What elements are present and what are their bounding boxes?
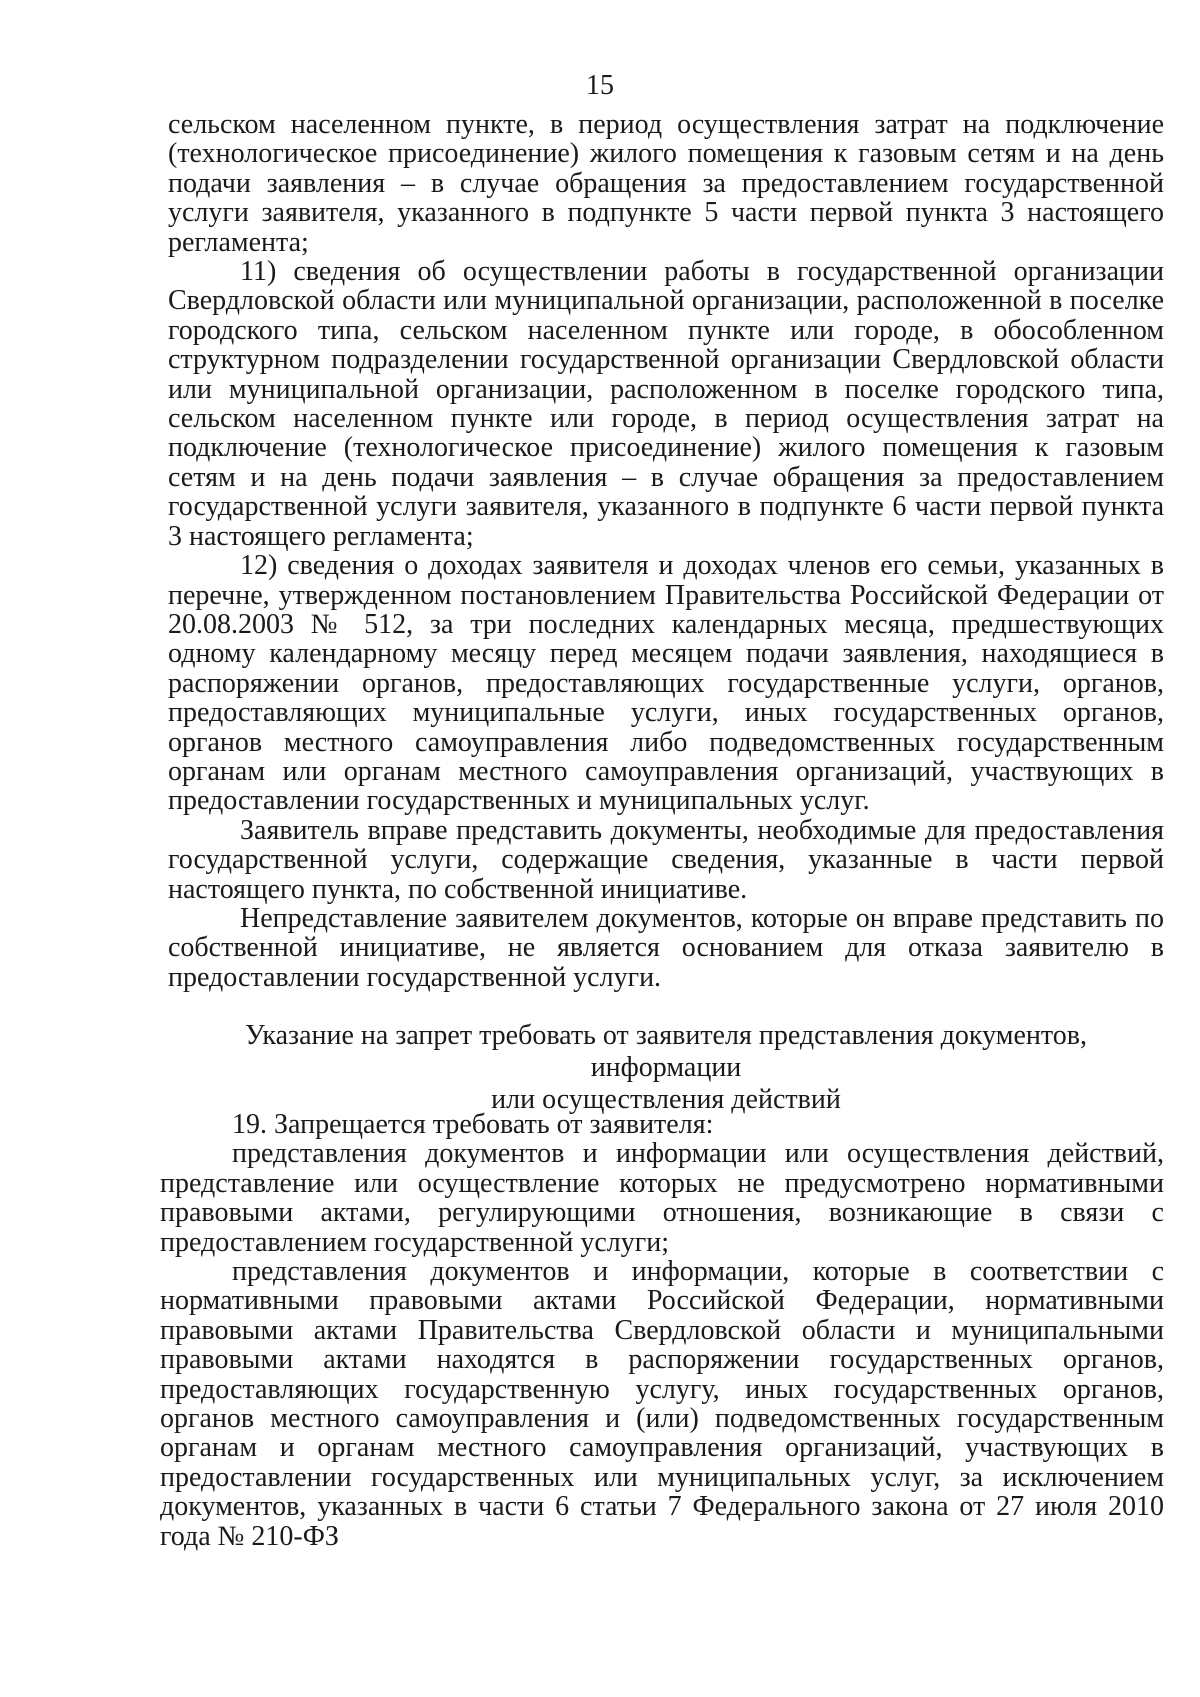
- body-text-bottom: [160, 1110, 1164, 1551]
- paragraph-item-12: 12) сведения о доходах заявителя и доходах членов его семьи, указанных в перечне, утвержденном постановлением Правительства Российской Федерации от 20.08.2003 № 512, за три последних календарных месяца, предшествующих одному календарному месяцу перед месяцем подачи заявления, находящиеся в распоряжении органов, предоставляющих государственные услуги, органов, предоставляющих муниципальные услуги, иных государственных органов, органов местного самоуправления либо подведомственных государственным органам или органам местного самоуправления организаций, участвующих в предоставлении государственных и муниципальных услуг.: [168, 550, 1164, 817]
- paragraph-applicant-right: Заявитель вправе представить документы, необходимые для предоставления государственной услуги, содержащие сведения, указанные в части первой настоящего пункта, по собственной инициативе.: [168, 814, 1164, 905]
- paragraph-prohibition-1: представления документов и информации или осуществления действий, представление или осуществление которых не предусмотрено нормативными правовыми актами, регулирующими отношения, возникающие в связи с предоставлением государственной услуги;: [160, 1138, 1164, 1258]
- section-heading-line-2: или осуществления действий: [491, 1084, 841, 1115]
- section-heading: [168, 1020, 1164, 1116]
- page-number: 15: [586, 70, 614, 101]
- section-heading-line-1: Указание на запрет требовать от заявителя представления документов, информации: [245, 1020, 1087, 1083]
- body-text-top: [168, 110, 1164, 992]
- paragraph-item-11: 11) сведения об осуществлении работы в государственной организации Свердловской области или муниципальной организации, расположенной в поселке городского типа, сельском населенном пункте или городе, в обособленном структурном подразделении государственной организации Свердловской области или муниципальной организации, расположенном в поселке городского типа, сельском населенном пункте или городе, в период осуществления затрат на подключение (технологическое присоединение) жилого помещения к газовым сетям и на день подачи заявления – в случае обращения за предоставлением государственной услуги заявителя, указанного в подпункте 6 части первой пункта 3 настоящего регламента;: [168, 256, 1164, 552]
- paragraph-prohibition-2: представления документов и информации, которые в соответствии с нормативными правовыми актами Российской Федерации, нормативными правовыми актами Правительства Свердловской области и муниципальными правовыми актами находятся в распоряжении государственных органов, предоставляющих государственную услугу, иных государственных органов, органов местного самоуправления и (или) подведомственных государственным органам и органам местного самоуправления организаций, участвующих в предоставлении государственных или муниципальных услуг, за исключением документов, указанных в части 6 статьи 7 Федерального закона от 27 июля 2010 года № 210-ФЗ: [160, 1256, 1164, 1552]
- paragraph-non-submission: Непредставление заявителем документов, которые он вправе представить по собственной инициативе, не является основанием для отказа заявителю в предоставлении государственной услуги.: [168, 902, 1164, 993]
- paragraph-item-19: 19. Запрещается требовать от заявителя:: [232, 1109, 714, 1140]
- paragraph-continuation: сельском населенном пункте, в период осуществления затрат на подключение (технологическое присоединение) жилого помещения к газовым сетям и на день подачи заявления – в случае обращения за предоставлением государственной услуги заявителя, указанного в подпункте 5 части первой пункта 3 настоящего регламента;: [168, 109, 1164, 258]
